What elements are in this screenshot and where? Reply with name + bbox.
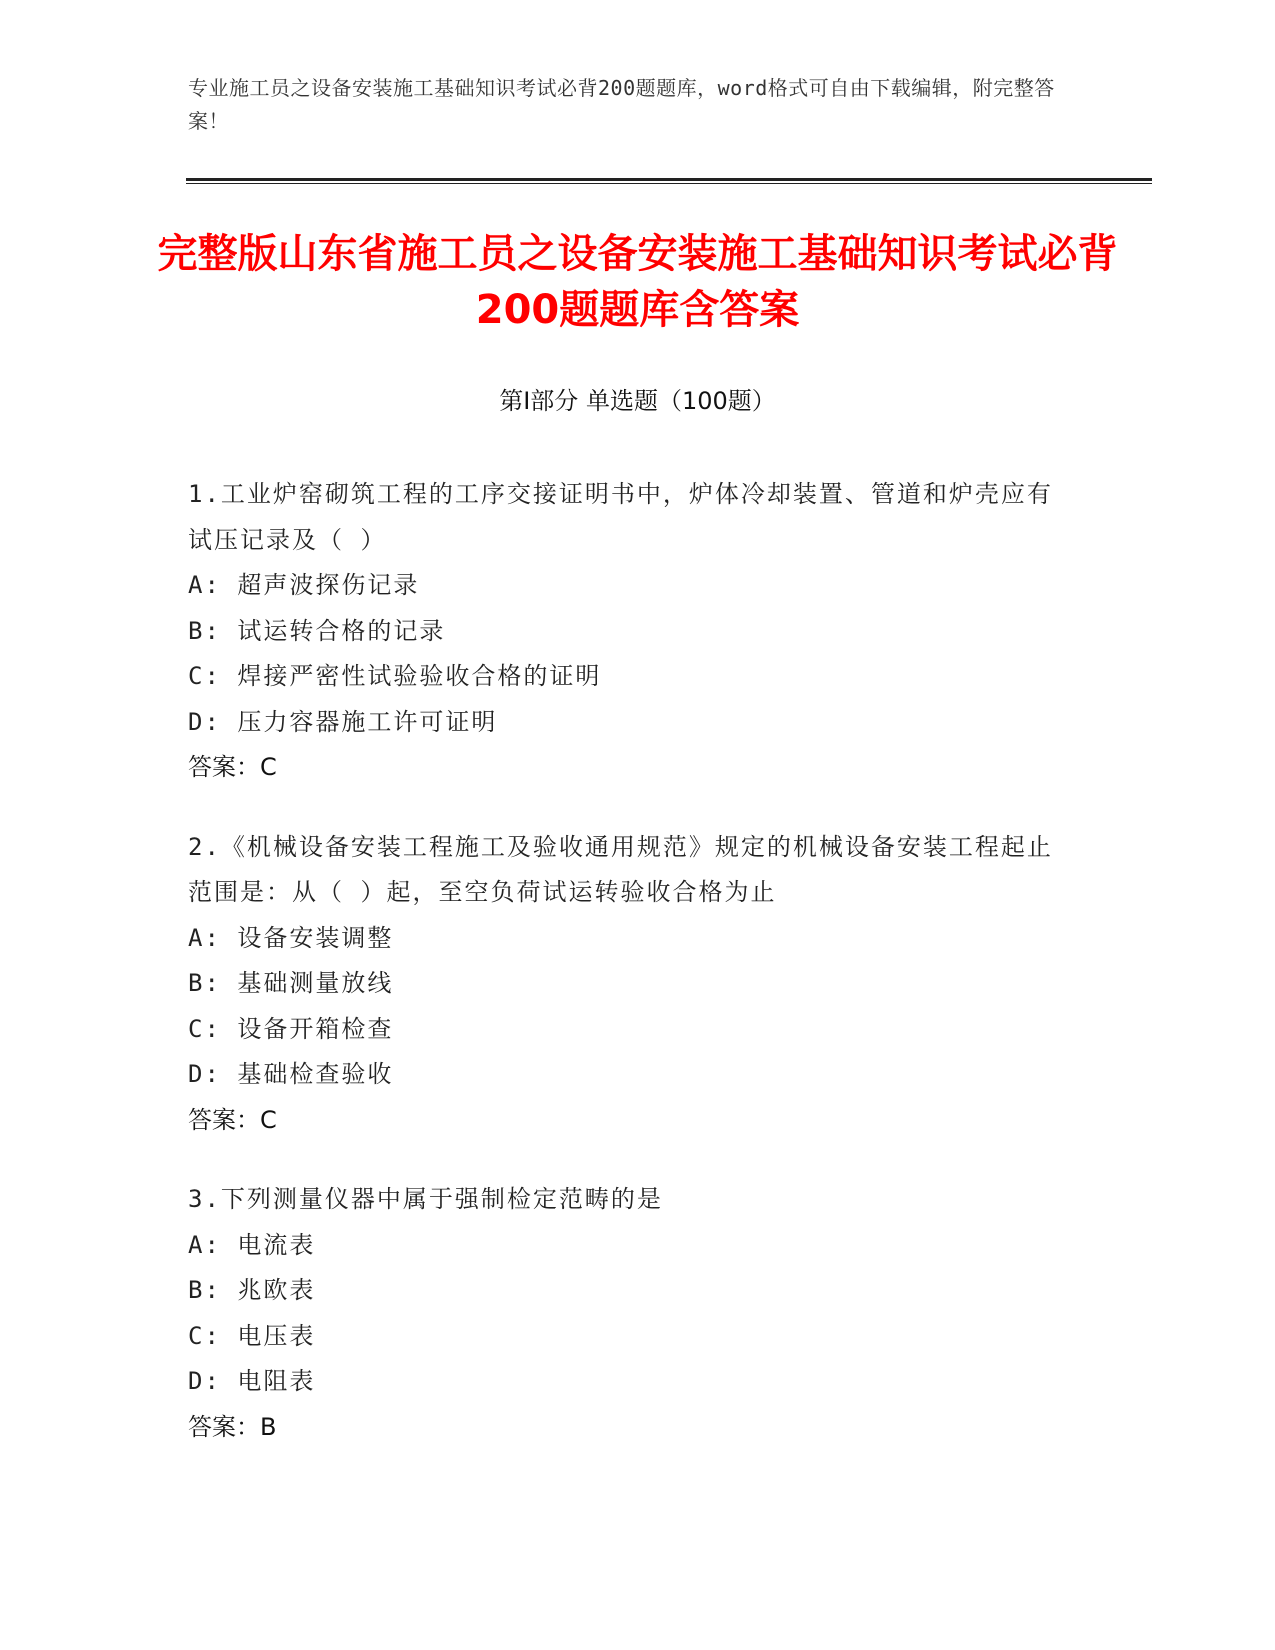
answer: 答案：C (188, 753, 277, 781)
question-2 (188, 825, 1068, 1144)
question-stem: 2.《机械设备安装工程施工及验收通用规范》规定的机械设备安装工程起止范围是：从（ ）起，至空负荷试运转验收合格为止 (188, 832, 1053, 906)
question-stem: 1.工业炉窑砌筑工程的工序交接证明书中，炉体冷却装置、管道和炉壳应有试压记录及（ ） (188, 480, 1053, 554)
section-title: 第Ⅰ部分 单选题（100题） (499, 387, 776, 415)
option-c: C: 电压表 (188, 1321, 316, 1350)
question-stem: 3.下列测量仪器中属于强制检定范畴的是 (188, 1185, 663, 1213)
option-c: C: 设备开箱检查 (188, 1014, 394, 1043)
option-d: D: 电阻表 (188, 1367, 316, 1395)
answer: 答案：C (188, 1105, 277, 1134)
option-a: A: 设备安装调整 (188, 923, 394, 952)
question-list (188, 472, 1068, 1484)
header-note: 专业施工员之设备安装施工基础知识考试必背200题题库，word格式可自由下载编辑，附完整答案！ (188, 76, 1055, 133)
option-a: A: 电流表 (188, 1230, 316, 1259)
answer: 答案：B (188, 1412, 277, 1441)
option-c: C: 焊接严密性试验验收合格的证明 (188, 662, 602, 690)
header-rule-thick (186, 178, 1152, 181)
option-b: B: 兆欧表 (188, 1276, 316, 1304)
question-1 (188, 472, 1068, 791)
option-b: B: 基础测量放线 (188, 969, 394, 997)
option-b: B: 试运转合格的记录 (188, 616, 446, 645)
question-3 (188, 1177, 1068, 1450)
option-d: D: 基础检查验收 (188, 1060, 394, 1088)
header-rule-thin (186, 183, 1152, 184)
option-d: D: 压力容器施工许可证明 (188, 707, 498, 736)
option-a: A: 超声波探伤记录 (188, 571, 420, 599)
document-title: 完整版山东省施工员之设备安装施工基础知识考试必背200题题库含答案 (157, 231, 1118, 333)
